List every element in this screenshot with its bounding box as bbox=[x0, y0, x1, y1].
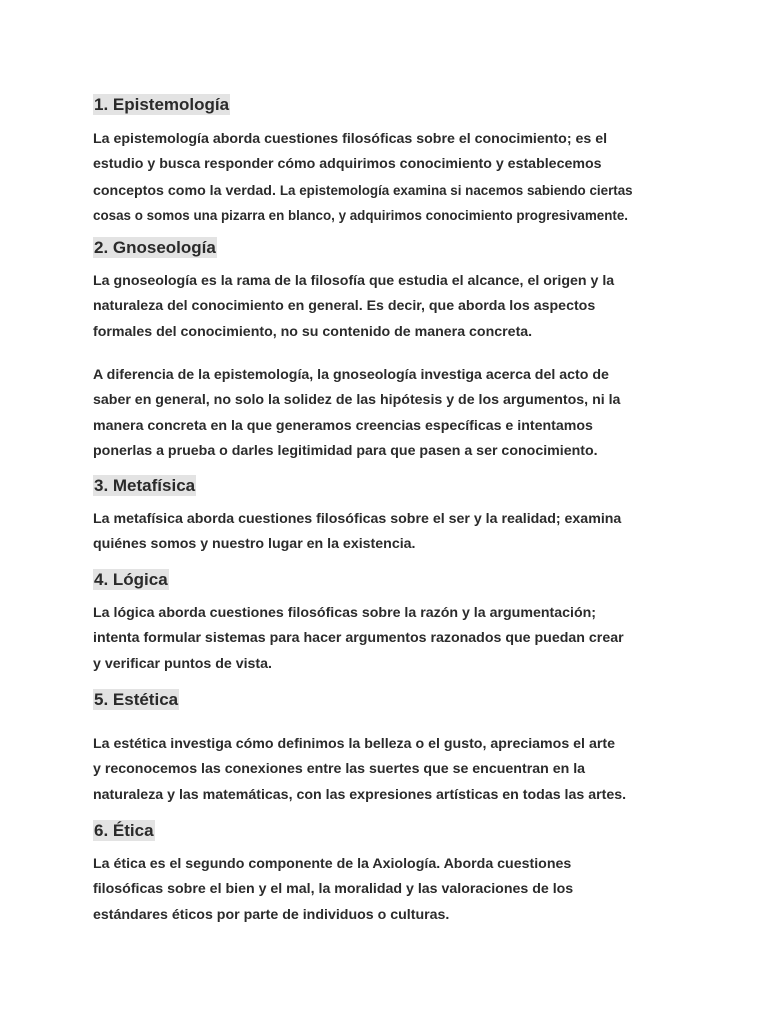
paragraph-estetica bbox=[93, 732, 693, 808]
text-line: La lógica aborda cuestiones filosóficas sobre la razón y la argumentación; bbox=[93, 605, 597, 621]
text-line: La epistemología aborda cuestiones filosóficas sobre el conocimiento; es el bbox=[93, 131, 608, 147]
paragraph bbox=[93, 601, 693, 677]
text-line: La gnoseología es la rama de la filosofía que estudia el alcance, el origen y la bbox=[93, 273, 615, 289]
text-line: naturaleza del conocimiento en general. Es decir, que aborda los aspectos bbox=[93, 298, 596, 315]
section-heading: 5. Estética bbox=[94, 690, 179, 709]
section-heading: 3. Metafísica bbox=[94, 476, 196, 495]
text-line: filosóficas sobre el bien y el mal, la moralidad y las valoraciones de los bbox=[93, 881, 574, 898]
section-heading: 1. Epistemología bbox=[94, 95, 230, 114]
text-line: ponerlas a prueba o darles legitimidad para que pasen a ser conocimiento. bbox=[93, 442, 598, 459]
paragraph-etica bbox=[93, 852, 693, 928]
paragraph bbox=[93, 269, 693, 345]
text-line: La metafísica aborda cuestiones filosóficas sobre el ser y la realidad; examina bbox=[93, 511, 622, 527]
text-line: formales del conocimiento, no su contenido de manera concreta. bbox=[93, 323, 533, 340]
paragraph bbox=[93, 852, 693, 928]
paragraph bbox=[93, 363, 693, 464]
paragraph-logica bbox=[93, 601, 693, 677]
section-gnoseologia bbox=[93, 237, 693, 258]
section-heading: 4. Lógica bbox=[94, 570, 168, 589]
section-heading: 6. Ética bbox=[94, 821, 154, 840]
section-etica bbox=[93, 820, 693, 841]
text-line: estudio y busca responder cómo adquirimos conocimiento y establecemos bbox=[93, 156, 602, 173]
paragraph-gnoseologia-1 bbox=[93, 269, 693, 345]
text-fragment: conceptos como la verdad. bbox=[93, 182, 276, 199]
text-line: naturaleza y las matemáticas, con las expresiones artísticas en todas las artes. bbox=[93, 786, 627, 803]
paragraph bbox=[93, 507, 693, 558]
paragraph-epistemologia bbox=[93, 127, 693, 227]
section-heading: 2. Gnoseología bbox=[94, 238, 216, 257]
text-line: y reconocemos las conexiones entre las suertes que se encuentran en la bbox=[93, 761, 586, 778]
paragraph bbox=[93, 732, 693, 808]
text-line: La estética investiga cómo definimos la belleza o el gusto, apreciamos el arte bbox=[93, 736, 615, 752]
text-line bbox=[93, 178, 693, 204]
section-estetica bbox=[93, 689, 693, 710]
section-metafisica bbox=[93, 475, 693, 496]
text-line: saber en general, no solo la solidez de las hipótesis y de los argumentos, ni la bbox=[93, 392, 621, 409]
text-line: quiénes somos y nuestro lugar en la existencia. bbox=[93, 536, 416, 553]
text-line-small: cosas o somos una pizarra en blanco, y adquirimos conocimiento progresivamente. bbox=[93, 207, 629, 223]
section-logica bbox=[93, 569, 693, 590]
text-line: La ética es el segundo componente de la Axiología. Aborda cuestiones bbox=[93, 856, 572, 872]
paragraph-metafisica bbox=[93, 507, 693, 558]
paragraph bbox=[93, 127, 693, 227]
text-line: manera concreta en la que generamos creencias específicas e intentamos bbox=[93, 417, 593, 434]
text-fragment-small: La epistemología examina si nacemos sabiendo ciertas bbox=[279, 182, 633, 198]
paragraph-gnoseologia-2 bbox=[93, 363, 693, 464]
text-line: A diferencia de la epistemología, la gnoseología investiga acerca del acto de bbox=[93, 367, 609, 383]
text-line: intenta formular sistemas para hacer argumentos razonados que puedan crear bbox=[93, 630, 624, 647]
text-line: y verificar puntos de vista. bbox=[93, 655, 272, 672]
text-line: estándares éticos por parte de individuos o culturas. bbox=[93, 906, 450, 923]
section-epistemologia bbox=[93, 94, 693, 115]
